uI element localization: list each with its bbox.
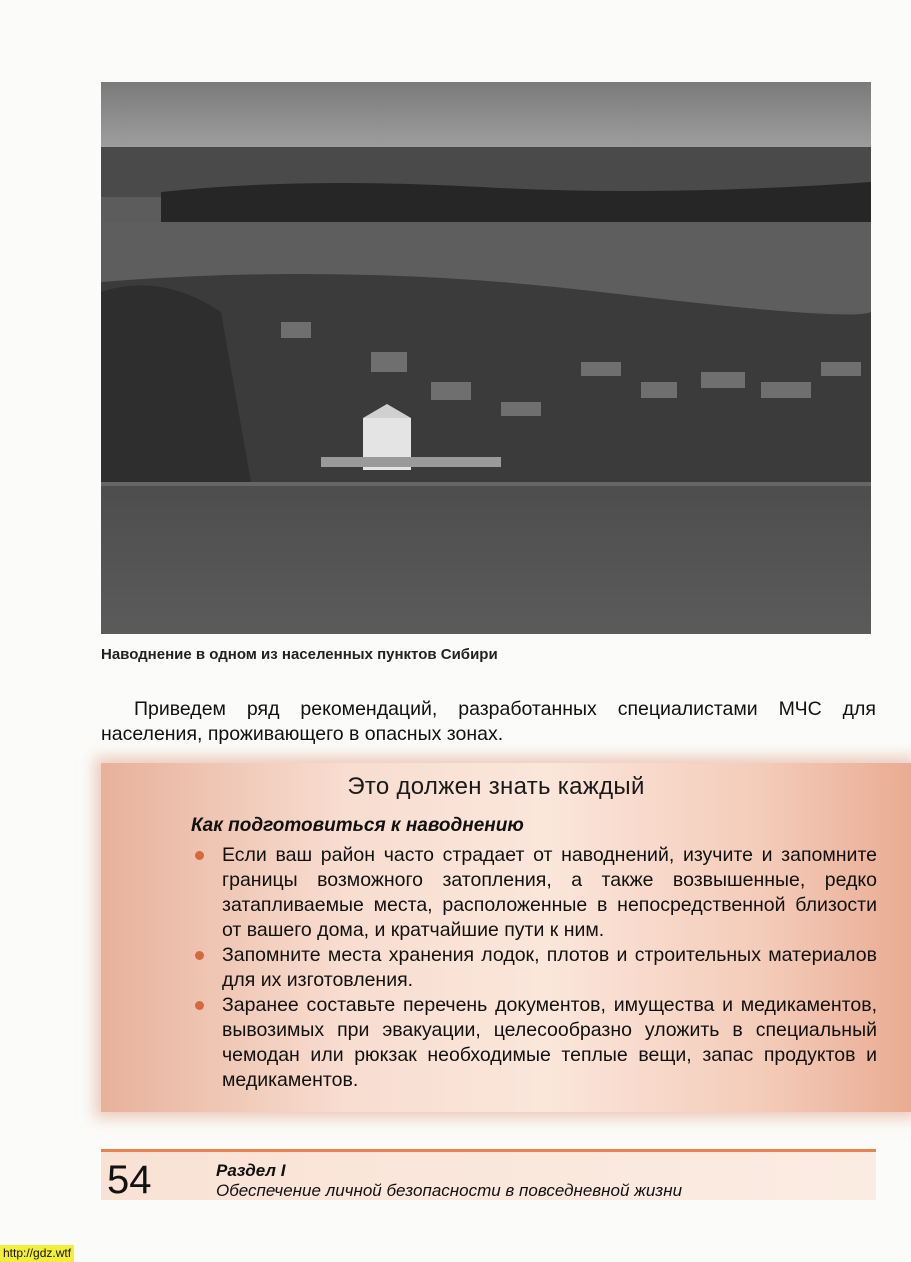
info-box-subtitle: Как подготовиться к наводнению <box>191 815 524 836</box>
page-number: 54 <box>107 1158 152 1202</box>
section-label: Раздел I <box>216 1161 286 1180</box>
list-item-text: Запомните места хранения лодок, плотов и строительных материалов для их изготовления. <box>222 944 877 991</box>
info-box-title: Это должен знать каждый <box>347 773 645 800</box>
flood-photo <box>101 82 871 634</box>
bullet-icon <box>195 851 204 860</box>
list-item-text: Заранее составьте перечень документов, имущества и медикаментов, вывозимых при эвакуации, целесообразно уложить в специальный чемодан или рюкзак необходимые теплые вещи, запас продуктов и медикаментов. <box>222 994 877 1091</box>
list-item <box>192 993 877 1093</box>
recommendation-list <box>192 843 877 1093</box>
section-title: Обеспечение личной безопасности в повседневной жизни <box>216 1181 683 1200</box>
bullet-icon <box>195 1001 204 1010</box>
list-item <box>192 843 877 943</box>
bullet-icon <box>195 951 204 960</box>
intro-paragraph: Приведем ряд рекомендаций, разработанных специалистами МЧС для населения, проживающего в опасных зонах. <box>101 698 876 745</box>
photo-caption: Наводнение в одном из населенных пунктов Сибири <box>101 646 498 663</box>
info-box <box>101 763 911 1112</box>
watermark-link[interactable]: http://gdz.wtf <box>0 1245 74 1262</box>
list-item <box>192 943 877 993</box>
list-item-text: Если ваш район часто страдает от наводнений, изучите и запомните границы возможного затопления, а также возвышенные, редко затапливаемые места, расположенные в непосредственной близости от вашего дома, и кратчайшие пути к ним. <box>222 844 877 941</box>
